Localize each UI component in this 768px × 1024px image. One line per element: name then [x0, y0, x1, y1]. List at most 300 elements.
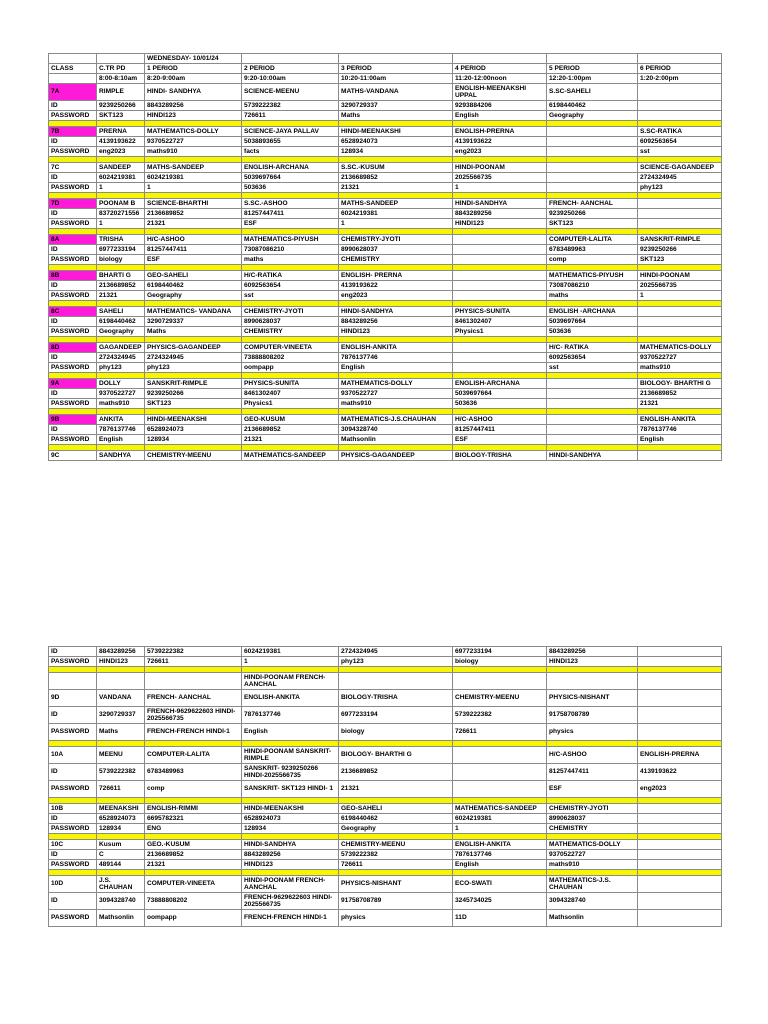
table-row [49, 824, 722, 834]
table-cell: HINDI123 [547, 657, 638, 667]
table-cell: SKT123 [638, 255, 722, 265]
table-cell [638, 209, 722, 219]
table-cell: PASSWORD [49, 399, 97, 409]
table-cell: ENGLISH- PRERNA [339, 271, 453, 281]
table-cell: C.TR PD [97, 64, 145, 74]
table-cell: 2724324945 [145, 353, 242, 363]
table-cell: SANSKRIT-RIMPLE [638, 235, 722, 245]
table-cell: 8990628037 [242, 317, 339, 327]
table-cell: 128934 [242, 824, 339, 834]
table-cell: VANDANA [97, 690, 145, 707]
table-cell: MATHEMATICS-DOLLY [145, 127, 242, 137]
table-cell [638, 307, 722, 317]
table-row [49, 74, 722, 84]
table-cell [638, 647, 722, 657]
table-cell [453, 764, 547, 781]
table-row [49, 137, 722, 147]
table-cell: 3094328740 [97, 893, 145, 910]
table-cell: H/C-RATIKA [242, 271, 339, 281]
table-cell: ENGLISH-ANKITA [242, 690, 339, 707]
table-cell: SKT123 [145, 399, 242, 409]
table-cell: 83720271556 [97, 209, 145, 219]
table-cell: MATHEMATICS-J.S. CHAUHAN [547, 876, 638, 893]
table-cell: HINDI-POONAM SANSKRIT- RIMPLE [242, 747, 339, 764]
table-cell [453, 281, 547, 291]
table-cell: 4139193622 [453, 137, 547, 147]
table-cell: 128934 [97, 824, 145, 834]
table-cell: Mathsonlin [547, 910, 638, 927]
table-cell: Mathsonlin [97, 910, 145, 927]
table-cell: 9239250266 [547, 209, 638, 219]
table-cell: 7876137746 [638, 425, 722, 435]
table-cell: PASSWORD [49, 910, 97, 927]
table-cell: 5739222382 [97, 764, 145, 781]
table-cell: 12:20-1:00pm [547, 74, 638, 84]
table-cell: ESF [547, 781, 638, 798]
table-cell: 5739222382 [242, 101, 339, 111]
table-cell: 21321 [638, 399, 722, 409]
table-cell: 9370522727 [97, 389, 145, 399]
table-cell: Kusum [97, 840, 145, 850]
table-cell [547, 425, 638, 435]
table-cell: 2136689852 [638, 389, 722, 399]
table-cell: 5739222382 [453, 707, 547, 724]
table-cell: 6977233194 [453, 647, 547, 657]
table-cell [547, 399, 638, 409]
table-cell: C [97, 850, 145, 860]
table-cell: S.SC.-KUSUM [339, 163, 453, 173]
table-cell [638, 54, 722, 64]
table-cell: 2136689852 [242, 425, 339, 435]
table-cell: 1 PERIOD [145, 64, 242, 74]
table-cell: ENGLISH-ARCHANA [242, 163, 339, 173]
table-cell: 5038893655 [242, 137, 339, 147]
table-cell: ID [49, 209, 97, 219]
table-cell: 3290729337 [97, 707, 145, 724]
table-cell: 7B [49, 127, 97, 137]
table-cell: 21321 [145, 860, 242, 870]
table-cell [453, 271, 547, 281]
table-row [49, 327, 722, 337]
table-cell [242, 54, 339, 64]
table-cell: 6528924073 [145, 425, 242, 435]
table-cell [547, 415, 638, 425]
table-row [49, 281, 722, 291]
table-cell: PRERNA [97, 127, 145, 137]
table-cell: BIOLOGY- BHARTHI G [339, 747, 453, 764]
table-cell: 128934 [339, 147, 453, 157]
table-cell: CHEMISTRY-JYOTI [547, 804, 638, 814]
table-row [49, 84, 722, 101]
table-row [49, 101, 722, 111]
table-cell: sst [547, 363, 638, 373]
table-cell: MEENAKSHI [97, 804, 145, 814]
table-cell: maths910 [339, 399, 453, 409]
table-cell [638, 327, 722, 337]
table-cell: 8:00-8:10am [97, 74, 145, 84]
table-cell: ID [49, 647, 97, 657]
table-cell: 8B [49, 271, 97, 281]
table-cell [638, 893, 722, 910]
table-cell: HINDI-SANDHYA [547, 451, 638, 461]
table-row [49, 245, 722, 255]
table-row [49, 451, 722, 461]
table-cell: 81257447411 [242, 209, 339, 219]
table-cell: PASSWORD [49, 435, 97, 445]
table-cell: 11D [453, 910, 547, 927]
table-cell: SANSKRIT- SKT123 HINDI- 1 [242, 781, 339, 798]
table-cell: ENGLISH -ARCHANA [547, 307, 638, 317]
table-cell [547, 54, 638, 64]
table-row [49, 724, 722, 741]
table-cell: HINDI123 [242, 860, 339, 870]
table-cell: maths910 [145, 147, 242, 157]
table-cell: comp [547, 255, 638, 265]
table-cell: Maths [339, 111, 453, 121]
table-row [49, 415, 722, 425]
table-cell: 10C [49, 840, 97, 850]
table-cell: 2136689852 [145, 850, 242, 860]
table-cell: FRENCH- AANCHAL [145, 690, 242, 707]
table-cell [638, 910, 722, 927]
table-cell: 6092563654 [547, 353, 638, 363]
table-cell: PASSWORD [49, 363, 97, 373]
table-cell: ENGLISH-ANKITA [638, 415, 722, 425]
table-cell [453, 673, 547, 690]
table-cell [638, 724, 722, 741]
table-cell: 6092563654 [242, 281, 339, 291]
table-cell [547, 127, 638, 137]
table-cell [97, 54, 145, 64]
table-cell [547, 183, 638, 193]
table-cell: BHARTI G [97, 271, 145, 281]
table-cell: 5039697664 [242, 173, 339, 183]
table-cell: HINDI-POONAM FRENCH- AANCHAL [242, 673, 339, 690]
table-cell: Geography [339, 824, 453, 834]
table-cell: FRENCH- AANCHAL [547, 199, 638, 209]
table-cell: 6024219381 [339, 209, 453, 219]
table-cell: English [453, 860, 547, 870]
table-cell: 6198440462 [145, 281, 242, 291]
table-cell: 1 [453, 824, 547, 834]
table-cell: 7876137746 [97, 425, 145, 435]
table-cell: 7C [49, 163, 97, 173]
table-cell: biology [97, 255, 145, 265]
table-cell: MATHEMATICS-SANDEEP [453, 804, 547, 814]
table-cell: GEO-SAHELI [339, 804, 453, 814]
table-cell: phy123 [638, 183, 722, 193]
table-cell: 8A [49, 235, 97, 245]
table-cell: ID [49, 101, 97, 111]
table-cell: 3245734025 [453, 893, 547, 910]
table-cell [638, 840, 722, 850]
table-cell: physics [339, 910, 453, 927]
table-cell: ENGLISH-PRERNA [453, 127, 547, 137]
table-cell [453, 343, 547, 353]
table-cell: MATHEMATICS-DOLLY [339, 379, 453, 389]
table-cell: 5 PERIOD [547, 64, 638, 74]
table-cell: 2724324945 [97, 353, 145, 363]
table-cell [638, 84, 722, 101]
table-cell: English [339, 363, 453, 373]
table-cell: 9:20-10:00am [242, 74, 339, 84]
table-row [49, 764, 722, 781]
table-row [49, 876, 722, 893]
table-cell: 8843289256 [547, 647, 638, 657]
table-cell: maths910 [97, 399, 145, 409]
table-row [49, 893, 722, 910]
table-cell: 6695782321 [145, 814, 242, 824]
table-row [49, 781, 722, 798]
table-cell: ID [49, 137, 97, 147]
table-cell: biology [453, 657, 547, 667]
table-cell: physics [547, 724, 638, 741]
table-cell: 6198440462 [547, 101, 638, 111]
table-cell: ID [49, 425, 97, 435]
table-cell: 9370522727 [638, 353, 722, 363]
table-cell: CHEMISTRY-JYOTI [242, 307, 339, 317]
table-cell: PHYSICS-GAGANDEEP [145, 343, 242, 353]
table-row [49, 209, 722, 219]
table-cell: 9370522727 [145, 137, 242, 147]
table-cell: ENGLISH-ARCHANA [453, 379, 547, 389]
table-row [49, 425, 722, 435]
table-cell: BIOLOGY- BHARTHI G [638, 379, 722, 389]
table-cell: WEDNESDAY- 10/01/24 [145, 54, 242, 64]
table-cell: H/C-ASHOO [547, 747, 638, 764]
table-cell: 5739222382 [145, 647, 242, 657]
table-cell: HINDI-POONAM FRENCH- AANCHAL [242, 876, 339, 893]
table-cell: SANDHYA [97, 451, 145, 461]
table-cell: 21321 [242, 435, 339, 445]
table-cell: HINDI123 [97, 657, 145, 667]
table-cell: 1 [145, 183, 242, 193]
table-cell: 8461302407 [242, 389, 339, 399]
table-cell: 2136689852 [339, 764, 453, 781]
table-row [49, 147, 722, 157]
table-cell: ID [49, 173, 97, 183]
table-cell: SCIENCE-GAGANDEEP [638, 163, 722, 173]
table-cell: COMPUTER-VINEETA [145, 876, 242, 893]
table-cell: 7D [49, 199, 97, 209]
table-cell: PASSWORD [49, 724, 97, 741]
table-cell: PASSWORD [49, 255, 97, 265]
table-cell: English [453, 111, 547, 121]
table-cell: PASSWORD [49, 219, 97, 229]
table-cell [638, 707, 722, 724]
table-cell: sst [638, 147, 722, 157]
table-cell: 6024219381 [453, 814, 547, 824]
table-cell: PASSWORD [49, 183, 97, 193]
table-cell: 6024219381 [145, 173, 242, 183]
table-cell: English [638, 435, 722, 445]
table-cell: 9370522727 [339, 389, 453, 399]
table-cell: 9239250266 [97, 101, 145, 111]
table-cell: phy123 [145, 363, 242, 373]
table-cell: ID [49, 893, 97, 910]
table-cell: MATHEMATICS-DOLLY [638, 343, 722, 353]
table-cell: 7876137746 [242, 707, 339, 724]
table-cell [638, 850, 722, 860]
table-cell: MATHEMATICS-PIYUSH [547, 271, 638, 281]
table-cell [638, 804, 722, 814]
table-cell [638, 111, 722, 121]
table-cell: ESF [242, 219, 339, 229]
table-cell: ENGLISH-ANKITA [453, 840, 547, 850]
table-cell: PASSWORD [49, 147, 97, 157]
table-cell: eng2023 [97, 147, 145, 157]
table-cell: 6528924073 [242, 814, 339, 824]
table-cell: HINDI123 [339, 327, 453, 337]
table-cell: 6092563654 [638, 137, 722, 147]
table-cell: BIOLOGY-TRISHA [339, 690, 453, 707]
table-cell: SANDEEP [97, 163, 145, 173]
table-cell: H/C- RATIKA [547, 343, 638, 353]
table-cell [638, 451, 722, 461]
table-cell: 1 [638, 291, 722, 301]
table-row [49, 307, 722, 317]
table-cell: ID [49, 707, 97, 724]
table-cell [49, 54, 97, 64]
table-cell: ID [49, 850, 97, 860]
table-cell: CHEMISTRY [339, 255, 453, 265]
table-cell: HINDI-POONAM [453, 163, 547, 173]
table-cell: 1 [97, 219, 145, 229]
table-cell: ID [49, 245, 97, 255]
table-cell: 21321 [97, 291, 145, 301]
table-cell: CHEMISTRY-MEENU [339, 840, 453, 850]
table-cell: 2136689852 [145, 209, 242, 219]
table-cell: 726611 [145, 657, 242, 667]
table-cell [49, 74, 97, 84]
table-cell: FRENCH-FRENCH HINDI-1 [242, 910, 339, 927]
table-cell: 73888808202 [145, 893, 242, 910]
table-cell [547, 163, 638, 173]
table-cell: 3290729337 [339, 101, 453, 111]
table-cell: eng2023 [339, 291, 453, 301]
table-cell: MATHEMATICS-SANDEEP [242, 451, 339, 461]
table-cell: 21321 [339, 781, 453, 798]
table-cell: 3094328740 [547, 893, 638, 910]
table-cell [638, 690, 722, 707]
table-cell: ID [49, 281, 97, 291]
table-row [49, 399, 722, 409]
table-cell: HINDI-POONAM [638, 271, 722, 281]
table-cell [453, 363, 547, 373]
table-row [49, 804, 722, 814]
table-cell [638, 814, 722, 824]
table-cell: 9293884206 [453, 101, 547, 111]
table-cell: 10D [49, 876, 97, 893]
table-cell: 81257447411 [453, 425, 547, 435]
table-cell: 8:20-9:00am [145, 74, 242, 84]
table-cell [453, 54, 547, 64]
table-cell: CHEMISTRY [242, 327, 339, 337]
table-row [49, 673, 722, 690]
table-cell: 8990628037 [339, 245, 453, 255]
table-cell: ID [49, 317, 97, 327]
table-cell: 9A [49, 379, 97, 389]
table-cell: eng2023 [453, 147, 547, 157]
table-cell: HINDI-SANDHYA [453, 199, 547, 209]
table-cell: HINDI-MEENAKSHI [145, 415, 242, 425]
table-cell: GAGANDEEP [97, 343, 145, 353]
table-cell [49, 673, 97, 690]
table-cell: 3 PERIOD [339, 64, 453, 74]
table-cell: 2724324945 [638, 173, 722, 183]
table-cell: 9B [49, 415, 97, 425]
table-cell [547, 147, 638, 157]
table-cell: SANSKRIT-RIMPLE [145, 379, 242, 389]
table-cell: SCIENCE-JAYA PALLAV [242, 127, 339, 137]
table-row [49, 127, 722, 137]
table-cell: SCIENCE-MEENU [242, 84, 339, 101]
table-cell: 6528924073 [97, 814, 145, 824]
table-cell: 7A [49, 84, 97, 101]
table-cell: 81257447411 [145, 245, 242, 255]
table-cell [453, 747, 547, 764]
table-cell: 8843289256 [453, 209, 547, 219]
table-cell [638, 219, 722, 229]
table-cell: oompapp [145, 910, 242, 927]
table-cell: 1 [453, 183, 547, 193]
table-cell: COMPUTER-LALITA [547, 235, 638, 245]
table-cell: 726611 [97, 781, 145, 798]
table-cell [638, 876, 722, 893]
table-cell: PASSWORD [49, 860, 97, 870]
table-row [49, 54, 722, 64]
table-cell: 73087086210 [547, 281, 638, 291]
table-row [49, 173, 722, 183]
table-cell: 6783489963 [145, 764, 242, 781]
table-cell: PASSWORD [49, 327, 97, 337]
table-cell: 503636 [453, 399, 547, 409]
table-cell: HINDI-SANDHYA [242, 840, 339, 850]
table-cell: ID [49, 389, 97, 399]
table-cell: PASSWORD [49, 111, 97, 121]
table-cell [547, 389, 638, 399]
table-cell: 1:20-2:00pm [638, 74, 722, 84]
table-cell [145, 673, 242, 690]
table-cell: 6783489963 [547, 245, 638, 255]
table-cell: FRENCH-9629622603 HINDI-2025566735 [242, 893, 339, 910]
table-cell: COMPUTER-VINEETA [242, 343, 339, 353]
table-cell: ENGLISH-MEENAKSHI UPPAL [453, 84, 547, 101]
table-cell: ESF [453, 435, 547, 445]
table-cell: MATHS-VANDANA [339, 84, 453, 101]
table-cell: HINDI-MEENAKSHI [242, 804, 339, 814]
table-cell: 73888808202 [242, 353, 339, 363]
table-cell: oompapp [242, 363, 339, 373]
timetable-bottom [48, 646, 722, 927]
table-row [49, 747, 722, 764]
table-cell: MATHEMATICS-J.S.CHAUHAN [339, 415, 453, 425]
table-cell: 6 PERIOD [638, 64, 722, 74]
table-cell: MATHEMATICS-PIYUSH [242, 235, 339, 245]
table-row [49, 647, 722, 657]
table-cell: 2025566735 [453, 173, 547, 183]
table-cell: 489144 [97, 860, 145, 870]
table-cell: ENGLISH-ANKITA [339, 343, 453, 353]
table-cell: S.SC-SAHELI [547, 84, 638, 101]
table-cell: English [97, 435, 145, 445]
table-cell: MATHEMATICS-DOLLY [547, 840, 638, 850]
table-cell: COMPUTER-LALITA [145, 747, 242, 764]
table-cell: PHYSICS-NISHANT [547, 690, 638, 707]
table-row [49, 850, 722, 860]
table-cell: J.S. CHAUHAN [97, 876, 145, 893]
table-cell: GEO-SAHELI [145, 271, 242, 281]
